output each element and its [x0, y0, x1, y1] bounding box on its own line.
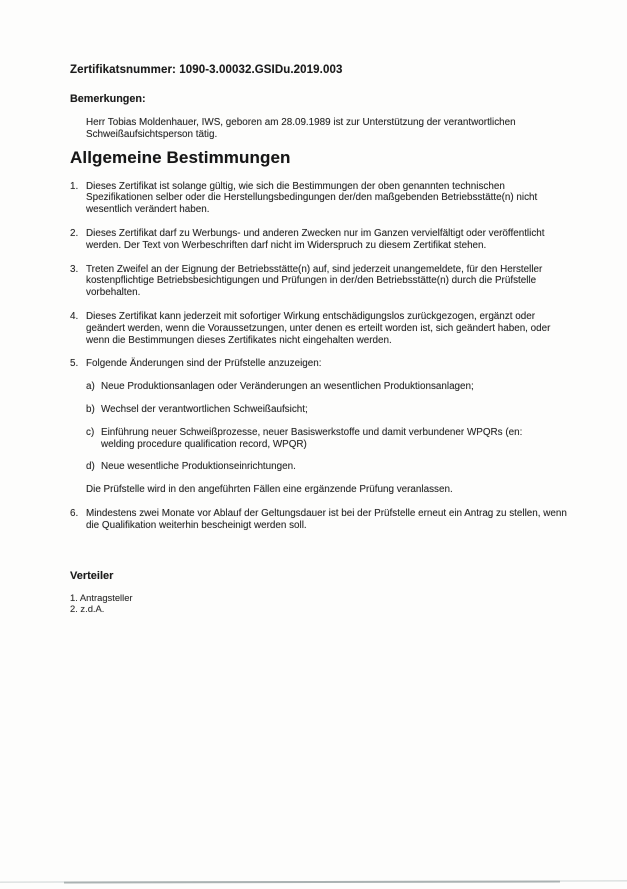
subitem-letter: d): [86, 461, 95, 473]
provision-number: 6.: [70, 507, 79, 519]
provision-item: [70, 508, 570, 532]
subitem-text: Einführung neuer Schweißprozesse, neuer Basiswerkstoffe und damit verbundener WPQRs (en: welding procedure qualification record, WPQR): [101, 426, 523, 450]
scanner-artifact-line-dark: [64, 880, 560, 883]
provision-item: [70, 181, 570, 216]
provision-subitem: [86, 404, 570, 416]
provision-text: Dieses Zertifikat ist solange gültig, wie sich die Bestimmungen der oben genannten technischen Spezifikationen selber oder die Herstellungsbedingungen der/den maßgebenden Betriebsstätte(n) nicht wesentlich verändert haben.: [86, 180, 538, 216]
subitem-letter: a): [86, 381, 95, 393]
provision-item: [70, 358, 570, 370]
provision-item: [70, 311, 570, 346]
provision-text: Dieses Zertifikat kann jederzeit mit sofortiger Wirkung entschädigungslos zurückgezogen, ergänzt oder geändert werden, wenn die Voraussetzungen, unter denen es erteilt worden ist, sich geändert haben, oder wenn die Bestimmungen dieses Zertifikates nicht eingehalten werden.: [86, 310, 551, 346]
subitem-text: Neue Produktionsanlagen oder Veränderungen an wesentlichen Produktionsanlagen;: [101, 381, 474, 393]
provision-note: Die Prüfstelle wird in den angeführten Fällen eine ergänzende Prüfung veranlassen.: [86, 484, 453, 496]
provision-number: 4.: [70, 310, 79, 322]
provision-subitem: [86, 381, 570, 393]
provision-number: 2.: [70, 227, 79, 239]
provision-text: Treten Zweifel an der Eignung der Betriebsstätte(n) auf, sind jederzeit unangemeldete, für den Hersteller kostenpflichtige Betriebsbesichtigungen und Prüfungen in der/den Betriebsstätte(n) durch die Prüfstelle vorbehalten.: [86, 263, 543, 299]
provision-number: 5.: [70, 358, 79, 370]
subitem-letter: c): [86, 426, 95, 438]
provision-subitem: [86, 427, 570, 451]
provision-number: 1.: [70, 180, 79, 192]
remarks-label: Bemerkungen:: [70, 93, 146, 105]
subitem-text: Neue wesentliche Produktionseinrichtungen.: [101, 461, 296, 473]
section-title: Allgemeine Bestimmungen: [70, 147, 291, 167]
provision-number: 3.: [70, 263, 79, 275]
certificate-number-line: Zertifikatsnummer: 1090-3.00032.GSIDu.2019.003: [70, 64, 343, 76]
distribution-item: 1. Antragsteller: [70, 591, 133, 603]
provision-text: Mindestens zwei Monate vor Ablauf der Geltungsdauer ist bei der Prüfstelle erneut ein Antrag zu stellen, wenn die Qualifikation weiterhin bescheinigt werden soll.: [86, 507, 567, 531]
provision-item: [70, 264, 570, 299]
provision-text: Dieses Zertifikat darf zu Werbungs- und anderen Zwecken nur im Ganzen vervielfältigt oder veröffentlicht werden. Der Text von Werbeschriften darf nicht im Widerspruch zu diesem Zertifikat stehen.: [86, 227, 545, 251]
subitem-text: Wechsel der verantwortlichen Schweißaufsicht;: [101, 403, 308, 415]
distribution-section: [70, 570, 569, 614]
provision-subitem: [86, 461, 570, 473]
provisions-list: [70, 181, 570, 532]
subitem-letter: b): [86, 403, 95, 415]
distribution-title: Verteiler: [70, 569, 114, 582]
distribution-item: 2. z.d.A.: [70, 602, 105, 614]
provision-text: Folgende Änderungen sind der Prüfstelle anzuzeigen:: [86, 358, 322, 370]
remarks-text: Herr Tobias Moldenhauer, IWS, geboren am 28.09.1989 ist zur Unterstützung der verantwortlichen Schweißaufsichtsperson tätig.: [86, 117, 516, 140]
provision-item: [70, 228, 570, 252]
